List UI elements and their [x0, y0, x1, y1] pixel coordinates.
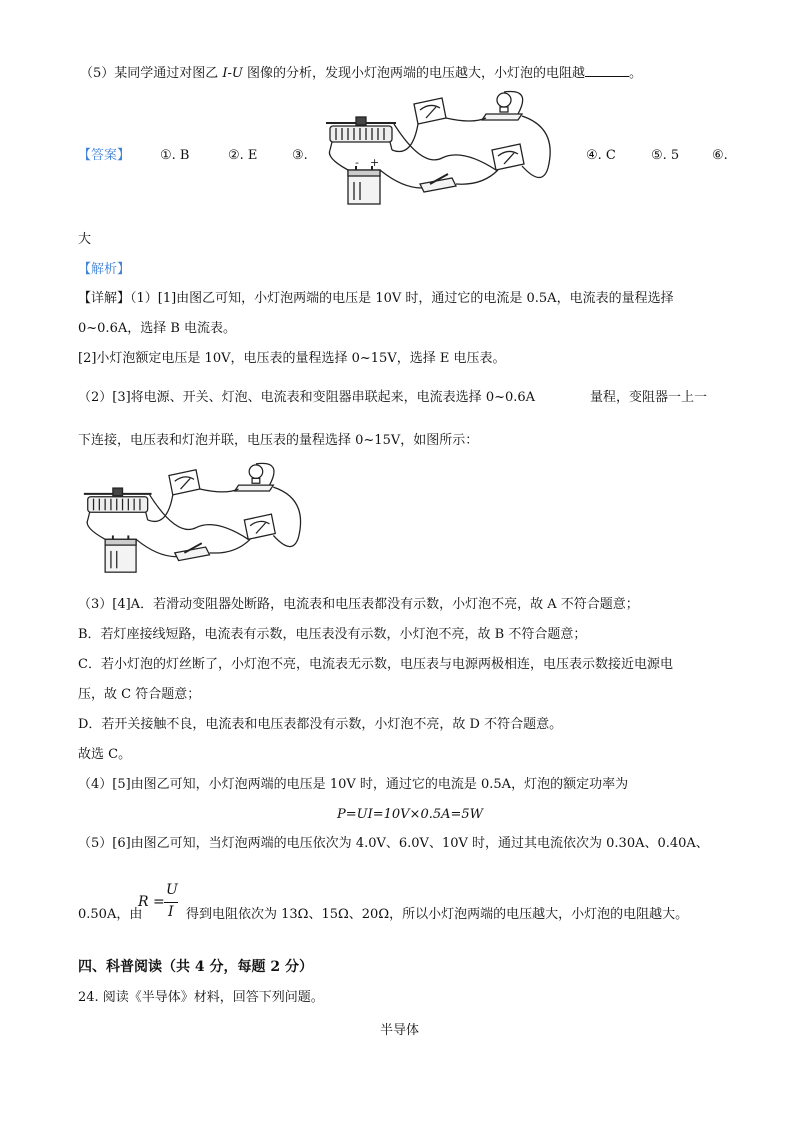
- circuit-diagram-analysis: [80, 460, 312, 578]
- detail-line-6: （3）[4]A．若滑动变阻器处断路，电流表和电压表都没有示数，小灯泡不亮，故 A 不符合题意；: [78, 597, 639, 612]
- formula-power: P=UI=10V×0.5A=5W: [337, 807, 484, 822]
- fraction-r-equals-u-over-i: [138, 882, 184, 922]
- rheostat-icon: [326, 117, 396, 150]
- svg-text:-: -: [355, 156, 359, 169]
- lamp-icon: [235, 465, 274, 491]
- voltmeter-icon: [492, 144, 524, 170]
- answer-6-continued: 大: [78, 232, 92, 247]
- answer-2: ②. E: [228, 148, 258, 163]
- fraction-r: R =: [138, 894, 165, 910]
- detail-line-5: 下连接，电压表和灯泡并联，电压表的量程选择 0~15V，如图所示：: [78, 433, 479, 448]
- fraction-bar: [164, 902, 178, 903]
- fraction-denominator: I: [168, 904, 174, 920]
- q5-post: 图像的分析，发现小灯泡两端的电压越大，小灯泡的电阻越: [242, 66, 586, 81]
- answer-3: ③.: [292, 148, 308, 163]
- question-5: [80, 64, 642, 83]
- analysis-tag: 【解析】: [78, 262, 131, 277]
- answer-blank: [585, 64, 629, 77]
- circuit-diagram-answer: [322, 88, 562, 210]
- question-24: 24. 阅读《半导体》材料，回答下列问题。: [78, 990, 324, 1005]
- switch-icon: [175, 543, 210, 560]
- detail-line-14b: 得到电阻依次为 13Ω、15Ω、20Ω，所以小灯泡两端的电压越大，小灯泡的电阻越大。: [186, 907, 689, 922]
- ammeter-icon: [169, 470, 200, 495]
- detail-line-3: [2]小灯泡额定电压是 10V，电压表的量程选择 0~15V，选择 E 电压表。: [78, 351, 506, 366]
- detail-line-10: D．若开关接触不良，电流表和电压表都没有示数，小灯泡不亮，故 D 不符合题意。: [78, 717, 563, 732]
- detail-line-12: （4）[5]由图乙可知，小灯泡两端的电压是 10V 时，通过它的电流是 0.5A，灯泡的额定功率为: [78, 777, 629, 792]
- voltmeter-icon: [244, 514, 275, 539]
- answer-tag: 【答案】: [78, 148, 131, 163]
- detail-line-4a: （2）[3]将电源、开关、灯泡、电流表和变阻器串联起来，电流表选择 0~0.6A: [78, 390, 536, 405]
- answer-6: ⑥.: [712, 148, 728, 163]
- lamp-icon: [482, 93, 522, 120]
- answer-4: ④. C: [586, 148, 616, 163]
- q5-iu: I-U: [222, 66, 243, 81]
- detail-line-7: B．若灯座接线短路，电流表有示数，电压表没有示数，小灯泡不亮，故 B 不符合题意；: [78, 627, 587, 642]
- q5-pre: （5）某同学通过对图乙: [80, 66, 223, 81]
- battery-icon: [348, 166, 380, 204]
- detail-line-4b: 量程，变阻器一上一: [590, 390, 708, 405]
- section-4-title: 四、科普阅读（共 4 分，每题 2 分）: [78, 959, 313, 975]
- fraction-numerator: U: [166, 882, 178, 898]
- article-title: 半导体: [380, 1023, 420, 1038]
- detail-line-13: （5）[6]由图乙可知，当灯泡两端的电压依次为 4.0V、6.0V、10V 时，通过其电流依次为 0.30A、0.40A、: [78, 836, 709, 851]
- svg-text:+: +: [370, 156, 380, 169]
- detail-line-14a: 0.50A，由: [78, 907, 143, 922]
- detail-line-11: 故选 C。: [78, 747, 132, 762]
- ammeter-icon: [414, 98, 446, 124]
- detail-line-8: C．若小灯泡的灯丝断了，小灯泡不亮，电流表无示数，电压表与电源两极相连，电压表示数接近电源电: [78, 657, 673, 672]
- rheostat-icon: [84, 488, 152, 520]
- switch-icon: [420, 174, 456, 192]
- battery-icon: [105, 535, 136, 572]
- answer-1: ①. B: [160, 148, 190, 163]
- answer-5: ⑤. 5: [651, 148, 680, 163]
- detail-line-2: 0~0.6A，选择 B 电流表。: [78, 321, 237, 336]
- detail-line-1: 【详解】（1）[1]由图乙可知，小灯泡两端的电压是 10V 时，通过它的电流是 0.5A，电流表的量程选择: [78, 291, 674, 306]
- q5-end: 。: [629, 66, 643, 81]
- detail-line-9: 压，故 C 符合题意；: [78, 687, 201, 702]
